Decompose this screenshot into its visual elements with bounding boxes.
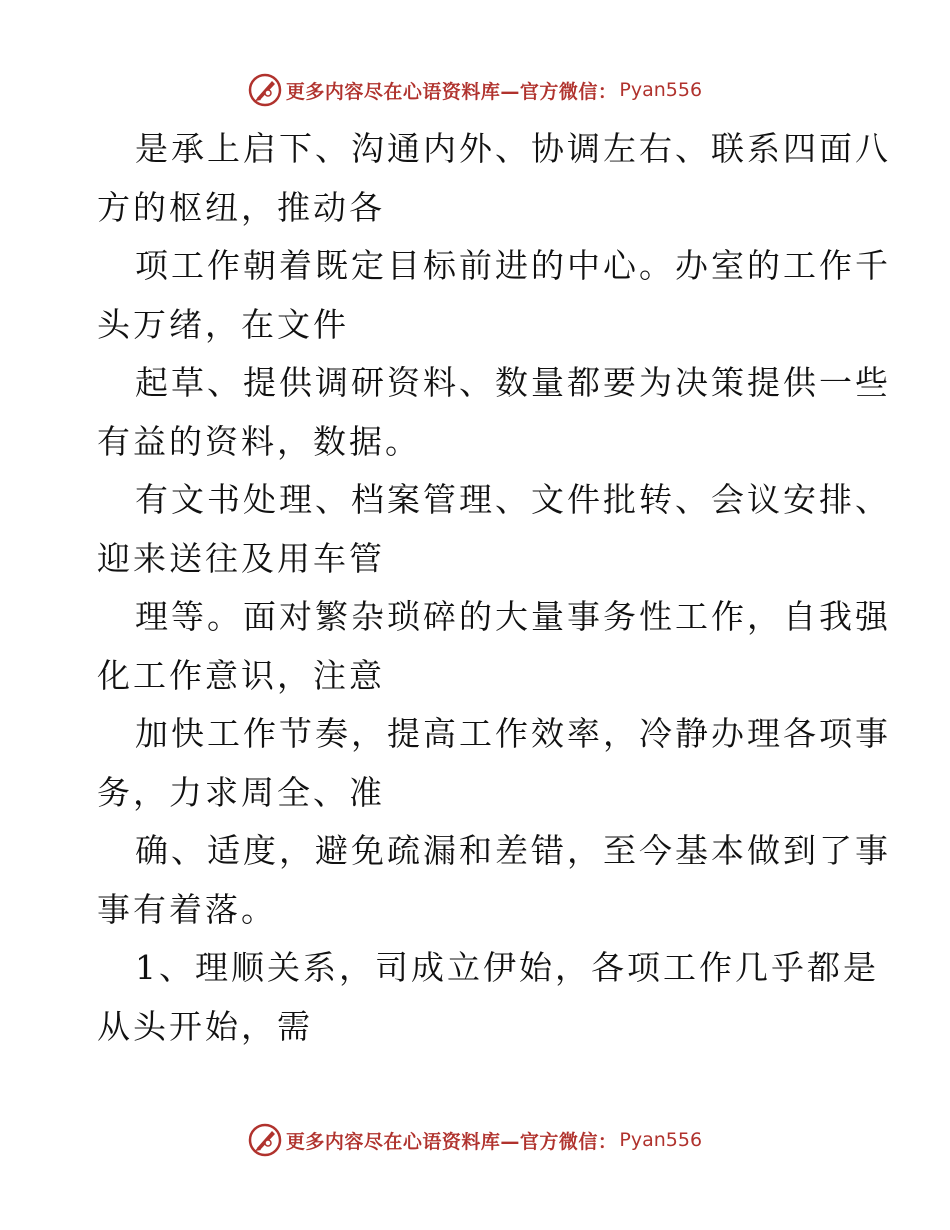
text-line: 确、适度，避免疏漏和差错，至今基本做到了事 [135, 831, 891, 870]
text-line: 迎来送往及用车管 [97, 538, 385, 578]
text-line: 从头开始，需 [97, 1006, 313, 1046]
wechat-id: Pyan556 [619, 79, 703, 101]
text-line: 务，力求周全、准 [97, 772, 385, 812]
text-line: 有益的资料，数据。 [97, 421, 421, 461]
header-banner [0, 70, 950, 110]
text-line: 方的枢纽，推动各 [97, 187, 385, 227]
text-line: 事有着落。 [97, 889, 277, 929]
banner-text: 更多内容尽在心语资料库—官方微信： [285, 80, 618, 103]
text-line: 化工作意识，注意 [97, 655, 385, 695]
text-line: 理等。面对繁杂琐碎的大量事务性工作，自我强 [135, 597, 891, 636]
text-line: 有文书处理、档案管理、文件批转、会议安排、 [135, 480, 891, 519]
text-line: 项工作朝着既定目标前进的中心。办室的工作千 [135, 246, 891, 285]
text-line: 1、理顺关系，司成立伊始，各项工作几乎都是 [135, 948, 879, 987]
footer-banner [0, 1120, 950, 1160]
document-body [97, 120, 891, 1056]
quill-pen-logo-icon [248, 1123, 282, 1157]
text-line: 头万绪，在文件 [97, 304, 349, 344]
banner-text: 更多内容尽在心语资料库—官方微信： [285, 1130, 618, 1153]
quill-pen-logo-icon [248, 73, 282, 107]
text-line: 起草、提供调研资料、数量都要为决策提供一些 [135, 363, 891, 402]
wechat-id: Pyan556 [619, 1129, 703, 1151]
text-line: 加快工作节奏，提高工作效率，冷静办理各项事 [135, 714, 891, 753]
text-line: 是承上启下、沟通内外、协调左右、联系四面八 [135, 129, 891, 168]
